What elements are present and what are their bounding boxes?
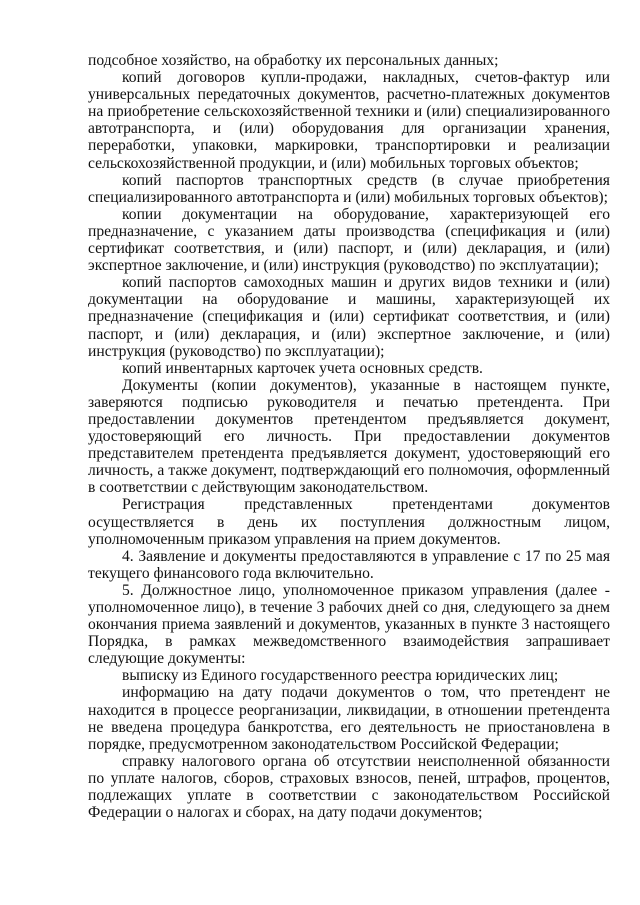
paragraph-equipment-documentation: копии документации на оборудование, характеризующей его предназначение, с указанием даты производства (спецификация и (или) сертификат соответствия, и (или) паспорт, и (или) декларация, и (или) экспертное заключение, и (или) инструкция (руководство) по эксплуатации); <box>88 205 610 275</box>
paragraph-tax-certificate: справку налогового органа об отсутствии неисполненной обязанности по уплате налогов, сборов, страховых взносов, пеней, штрафов, процентов, подлежащих уплате в соответствии с законодательством Российской Федерации о налогах и сборах, на дату подачи документов; <box>88 752 610 822</box>
paragraph-document-certification: Документы (копии документов), указанные в настоящем пункте, заверяются подписью руководителя и печатью претендента. При предоставлении документов претендентом предъявляется документ, удостоверяющий его личность. При предоставлении документов представителем претендента предъявляется документ, удостоверяющий его личность, а также документ, подтверждающий его полномочия, оформленный в соответствии с действующим законодательством. <box>88 376 610 497</box>
paragraph-section-4-submission-period: 4. Заявление и документы предоставляются в управление с 17 по 25 мая текущего финансового года включительно. <box>88 547 610 582</box>
paragraph-inventory-cards: копий инвентарных карточек учета основных средств. <box>122 359 483 377</box>
paragraph-reorganization-info: информацию на дату подачи документов о том, что претендент не находится в процессе реорганизации, ликвидации, в отношении претендента не введена процедура банкротства, его деятельность не приостановлена в порядке, предусмотренном законодательством Российской Федерации; <box>88 684 610 753</box>
paragraph-vehicle-passports: копий паспортов транспортных средств (в случае приобретения специализированного автотранспорта и (или) мобильных торговых объектов); <box>88 171 610 206</box>
paragraph-section-5-interagency-request: 5. Должностное лицо, уполномоченное приказом управления (далее - уполномоченное лицо), в течение 3 рабочих дней со дня, следующего за днем окончания приема заявлений и документов, указанных в пункте 3 настоящего Порядка, в рамках межведомственного взаимодействия запрашивает следующие документы: <box>88 581 610 668</box>
paragraph-egrul-extract: выписку из Единого государственного реестра юридических лиц; <box>122 667 559 685</box>
paragraph-document-registration: Регистрация представленных претендентами документов осуществляется в день их поступления должностным лицом, уполномоченным приказом управления на прием документов. <box>88 496 610 548</box>
document-page <box>88 52 610 821</box>
paragraph-personal-data-consent: подсобное хозяйство, на обработку их персональных данных; <box>88 52 499 69</box>
paragraph-purchase-contracts: копий договоров купли-продажи, накладных, счетов-фактур или универсальных передаточных документов, расчетно-платежных документов на приобретение сельскохозяйственной техники и (или) специализированного автотранспорта, и (или) оборудования для организации хранения, переработки, упаковки, маркировки, транспортировки и реализации сельскохозяйственной продукции, и (или) мобильных торговых объектов; <box>88 69 610 172</box>
paragraph-machinery-passports: копий паспортов самоходных машин и других видов техники и (или) документации на оборудование и машины, характеризующей их предназначение (спецификация и (или) сертификат соответствия, и (или) паспорт, и (или) декларация, и (или) экспертное заключение, и (или) инструкция (руководство) по эксплуатации); <box>88 274 610 360</box>
